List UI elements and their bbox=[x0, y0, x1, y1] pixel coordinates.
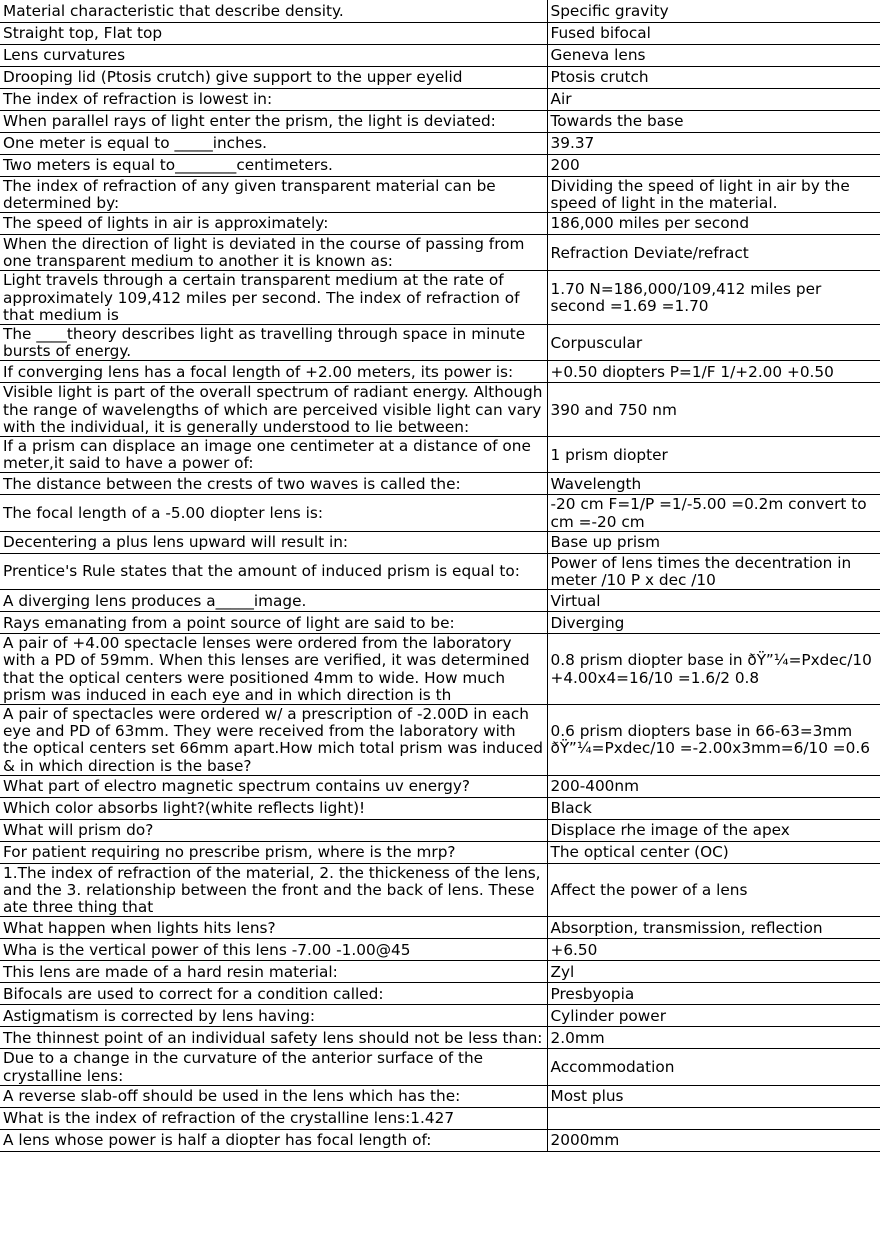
answer-cell: Displace rhe image of the apex bbox=[547, 819, 880, 841]
table-row bbox=[0, 590, 880, 612]
table-row bbox=[0, 961, 880, 983]
table-row bbox=[0, 704, 880, 775]
answer-cell: 2000mm bbox=[547, 1129, 880, 1151]
table-row bbox=[0, 383, 880, 437]
table-row bbox=[0, 863, 880, 917]
answer-cell: +6.50 bbox=[547, 939, 880, 961]
question-cell: What will prism do? bbox=[0, 819, 547, 841]
question-cell: 1.The index of refraction of the material, 2. the thickeness of the lens, and the 3. relationship between the front and the back of lens. These ate three thing that bbox=[0, 863, 547, 917]
question-cell: The focal length of a -5.00 diopter lens is: bbox=[0, 495, 547, 531]
answer-cell: The optical center (OC) bbox=[547, 841, 880, 863]
question-cell: If converging lens has a focal length of +2.00 meters, its power is: bbox=[0, 361, 547, 383]
table-row bbox=[0, 66, 880, 88]
question-cell: The distance between the crests of two waves is called the: bbox=[0, 473, 547, 495]
table-row bbox=[0, 841, 880, 863]
answer-cell: 200 bbox=[547, 154, 880, 176]
table-row bbox=[0, 553, 880, 589]
question-cell: The ____theory describes light as travelling through space in minute bursts of energy. bbox=[0, 324, 547, 360]
question-cell: For patient requiring no prescribe prism, where is the mrp? bbox=[0, 841, 547, 863]
table-row bbox=[0, 154, 880, 176]
question-cell: What part of electro magnetic spectrum contains uv energy? bbox=[0, 775, 547, 797]
table-row bbox=[0, 324, 880, 360]
answer-cell: Diverging bbox=[547, 612, 880, 634]
question-cell: A diverging lens produces a_____image. bbox=[0, 590, 547, 612]
table-row bbox=[0, 1049, 880, 1085]
table-row bbox=[0, 361, 880, 383]
question-cell: Rays emanating from a point source of light are said to be: bbox=[0, 612, 547, 634]
answer-cell: 200-400nm bbox=[547, 775, 880, 797]
question-cell: The thinnest point of an individual safety lens should not be less than: bbox=[0, 1027, 547, 1049]
question-cell: Wha is the vertical power of this lens -7.00 -1.00@45 bbox=[0, 939, 547, 961]
answer-cell: 2.0mm bbox=[547, 1027, 880, 1049]
table-row bbox=[0, 176, 880, 212]
answer-cell: Refraction Deviate/refract bbox=[547, 234, 880, 270]
question-cell: The index of refraction is lowest in: bbox=[0, 88, 547, 110]
table-row bbox=[0, 939, 880, 961]
answer-cell: 0.6 prism diopters base in 66-63=3mm ðŸ”¼=Pxdec/10 =-2.00x3mm=6/10 =0.6 bbox=[547, 704, 880, 775]
question-cell: Decentering a plus lens upward will result in: bbox=[0, 531, 547, 553]
answer-cell: +0.50 diopters P=1/F 1/+2.00 +0.50 bbox=[547, 361, 880, 383]
table-row bbox=[0, 1027, 880, 1049]
table-row bbox=[0, 1005, 880, 1027]
question-cell: Bifocals are used to correct for a condition called: bbox=[0, 983, 547, 1005]
answer-cell: 0.8 prism diopter base in ðŸ”¼=Pxdec/10 +4.00x4=16/10 =1.6/2 0.8 bbox=[547, 634, 880, 705]
question-cell: The speed of lights in air is approximately: bbox=[0, 212, 547, 234]
question-cell: A reverse slab-off should be used in the lens which has the: bbox=[0, 1085, 547, 1107]
table-row bbox=[0, 1107, 880, 1129]
answer-cell: 186,000 miles per second bbox=[547, 212, 880, 234]
answer-cell: Accommodation bbox=[547, 1049, 880, 1085]
answer-cell: Geneva lens bbox=[547, 44, 880, 66]
table-row bbox=[0, 1085, 880, 1107]
answer-cell: Virtual bbox=[547, 590, 880, 612]
table-row bbox=[0, 612, 880, 634]
table-row bbox=[0, 917, 880, 939]
question-cell: What happen when lights hits lens? bbox=[0, 917, 547, 939]
table-row bbox=[0, 0, 880, 22]
table-row bbox=[0, 22, 880, 44]
answer-cell: Dividing the speed of light in air by the speed of light in the material. bbox=[547, 176, 880, 212]
answer-cell: Absorption, transmission, reflection bbox=[547, 917, 880, 939]
table-row bbox=[0, 531, 880, 553]
question-cell: Straight top, Flat top bbox=[0, 22, 547, 44]
answer-cell: Towards the base bbox=[547, 110, 880, 132]
table-row bbox=[0, 819, 880, 841]
table-row bbox=[0, 234, 880, 270]
answer-cell: Black bbox=[547, 797, 880, 819]
answer-cell: 1.70 N=186,000/109,412 miles per second =1.69 =1.70 bbox=[547, 271, 880, 325]
answer-cell: 390 and 750 nm bbox=[547, 383, 880, 437]
answer-cell: Specific gravity bbox=[547, 0, 880, 22]
question-cell: One meter is equal to _____inches. bbox=[0, 132, 547, 154]
question-cell: Prentice's Rule states that the amount of induced prism is equal to: bbox=[0, 553, 547, 589]
question-cell: When parallel rays of light enter the prism, the light is deviated: bbox=[0, 110, 547, 132]
table-row bbox=[0, 44, 880, 66]
table-row bbox=[0, 983, 880, 1005]
answer-cell: Cylinder power bbox=[547, 1005, 880, 1027]
answer-cell: Ptosis crutch bbox=[547, 66, 880, 88]
table-row bbox=[0, 797, 880, 819]
question-cell: Visible light is part of the overall spectrum of radiant energy. Although the range of wavelengths of which are perceived visible light can vary with the individual, it is generally understood to lie between: bbox=[0, 383, 547, 437]
question-cell: What is the index of refraction of the crystalline lens:1.427 bbox=[0, 1107, 547, 1129]
question-cell: Astigmatism is corrected by lens having: bbox=[0, 1005, 547, 1027]
answer-cell: Zyl bbox=[547, 961, 880, 983]
answer-cell: -20 cm F=1/P =1/-5.00 =0.2m convert to cm =-20 cm bbox=[547, 495, 880, 531]
answer-cell bbox=[547, 1107, 880, 1129]
table-row bbox=[0, 1129, 880, 1151]
answer-cell: 39.37 bbox=[547, 132, 880, 154]
answer-cell: Affect the power of a lens bbox=[547, 863, 880, 917]
question-cell: This lens are made of a hard resin material: bbox=[0, 961, 547, 983]
question-cell: A pair of spectacles were ordered w/ a prescription of -2.00D in each eye and PD of 63mm. They were received from the laboratory with the optical centers set 66mm apart.How mich total prism was induced & in which direction is the base? bbox=[0, 704, 547, 775]
table-row bbox=[0, 212, 880, 234]
question-cell: Lens curvatures bbox=[0, 44, 547, 66]
answer-cell: Corpuscular bbox=[547, 324, 880, 360]
table-row bbox=[0, 110, 880, 132]
question-cell: Light travels through a certain transparent medium at the rate of approximately 109,412 miles per second. The index of refraction of that medium is bbox=[0, 271, 547, 325]
question-cell: If a prism can displace an image one centimeter at a distance of one meter,it said to have a power of: bbox=[0, 436, 547, 472]
table-row bbox=[0, 495, 880, 531]
question-cell: Drooping lid (Ptosis crutch) give support to the upper eyelid bbox=[0, 66, 547, 88]
table-row bbox=[0, 775, 880, 797]
table-row bbox=[0, 436, 880, 472]
question-cell: Which color absorbs light?(white reflects light)! bbox=[0, 797, 547, 819]
answer-cell: Air bbox=[547, 88, 880, 110]
answer-cell: Most plus bbox=[547, 1085, 880, 1107]
question-cell: The index of refraction of any given transparent material can be determined by: bbox=[0, 176, 547, 212]
question-cell: Material characteristic that describe density. bbox=[0, 0, 547, 22]
table-row bbox=[0, 473, 880, 495]
answer-cell: Base up prism bbox=[547, 531, 880, 553]
question-cell: When the direction of light is deviated in the course of passing from one transparent medium to another it is known as: bbox=[0, 234, 547, 270]
table-row bbox=[0, 88, 880, 110]
table-row bbox=[0, 271, 880, 325]
question-cell: Two meters is equal to________centimeters. bbox=[0, 154, 547, 176]
question-cell: Due to a change in the curvature of the anterior surface of the crystalline lens: bbox=[0, 1049, 547, 1085]
answer-cell: 1 prism diopter bbox=[547, 436, 880, 472]
question-cell: A pair of +4.00 spectacle lenses were ordered from the laboratory with a PD of 59mm. When this lenses are verified, it was determined that the optical centers were positioned 4mm to wide. How much prism was induced in each eye and in which direction is th bbox=[0, 634, 547, 705]
answer-cell: Fused bifocal bbox=[547, 22, 880, 44]
question-cell: A lens whose power is half a diopter has focal length of: bbox=[0, 1129, 547, 1151]
table-row bbox=[0, 634, 880, 705]
answer-cell: Presbyopia bbox=[547, 983, 880, 1005]
answer-cell: Wavelength bbox=[547, 473, 880, 495]
table-row bbox=[0, 132, 880, 154]
answer-cell: Power of lens times the decentration in meter /10 P x dec /10 bbox=[547, 553, 880, 589]
